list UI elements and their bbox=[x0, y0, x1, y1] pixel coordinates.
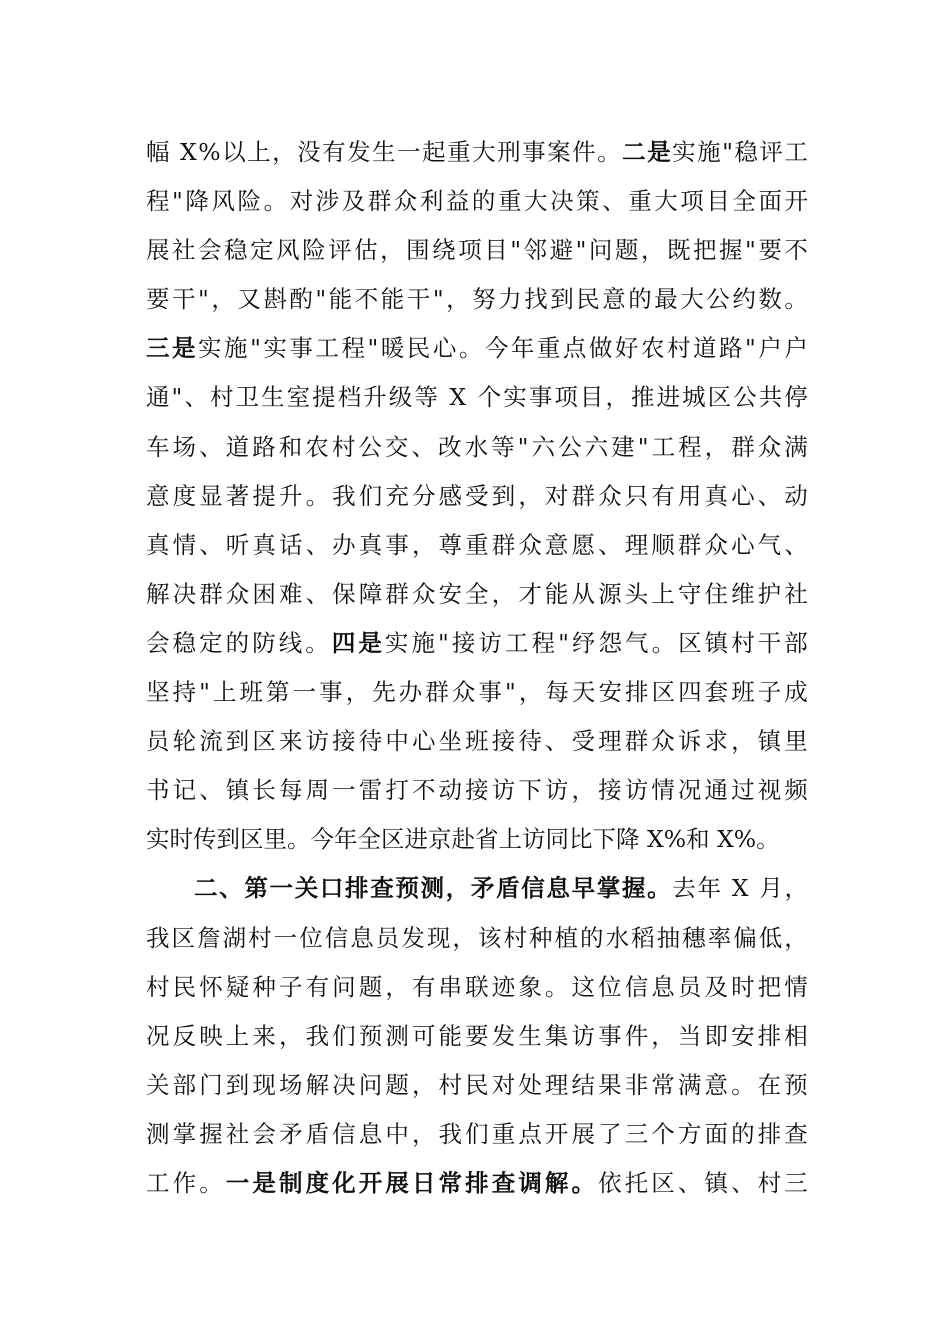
text-line: 三 是 实 施 " 实 事 工 程 " 暖 民 心 。 今 年 重 点 做 好 农 村 道 路 " 户 户 bbox=[146, 334, 808, 363]
text-line: 会 稳 定 的 防 线 。 四 是 实 施 " 接 访 工 程 " 纾 怨 气 。 区 镇 村 干 部 bbox=[146, 628, 808, 657]
text-line: 要 干 " ， 又 斟 酌 " 能 不 能 干 " ， 努 力 找 到 民 意 的 最 大 公 约 数 。 bbox=[146, 285, 808, 314]
text-line: 关 部 门 到 现 场 解 决 问 题 ， 村 民 对 处 理 结 果 非 常 满 意 。 在 预 bbox=[146, 1070, 808, 1099]
text-line: 测 掌 握 社 会 矛 盾 信 息 中 ， 我 们 重 点 开 展 了 三 个 方 面 的 排 查 bbox=[146, 1119, 808, 1148]
text-line: 车 场 、 道 路 和 农 村 公 交 、 改 水 等 " 六 公 六 建 " 工 程 ， 群 众 满 bbox=[146, 432, 808, 461]
text-line: 我 区 詹 湖 村 一 位 信 息 员 发 现 ， 该 村 种 植 的 水 稻 抽 穗 率 偏 低 ， bbox=[146, 923, 808, 952]
text-line: 员 轮 流 到 区 来 访 接 待 中 心 坐 班 接 待 、 受 理 群 众 诉 求 ， 镇 里 bbox=[146, 727, 808, 756]
document-body bbox=[146, 128, 808, 1208]
text-line: 意 度 显 著 提 升 。 我 们 充 分 感 受 到 ， 对 群 众 只 有 用 真 心 、 动 bbox=[146, 481, 808, 510]
text-line: 展 社 会 稳 定 风 险 评 估 ， 围 绕 项 目 " 邻 避 " 问 题 ， 既 把 握 " 要 不 bbox=[146, 236, 808, 265]
text-line: 实 时 传 到 区 里 。 今 年 全 区 进 京 赴 省 上 访 同 比 下 降 X % 和 X % 。 bbox=[146, 825, 780, 854]
text-line: 坚 持 " 上 班 第 一 事 ， 先 办 群 众 事 " ， 每 天 安 排 区 四 套 班 子 成 bbox=[146, 678, 808, 707]
text-line: 书 记 、 镇 长 每 周 一 雷 打 不 动 接 访 下 访 ， 接 访 情 况 通 过 视 频 bbox=[146, 776, 808, 805]
text-line: 工 作 。 一 是 制 度 化 开 展 日 常 排 查 调 解 。 依 托 区 、 镇 、 村 三 bbox=[146, 1168, 808, 1197]
text-line: 况 反 映 上 来 ， 我 们 预 测 可 能 要 发 生 集 访 事 件 ， 当 即 安 排 相 bbox=[146, 1021, 808, 1050]
text-line: 解 决 群 众 困 难 、 保 障 群 众 安 全 ， 才 能 从 源 头 上 守 住 维 护 社 bbox=[146, 579, 808, 608]
text-line: 通 " 、 村 卫 生 室 提 档 升 级 等 X 个 实 事 项 目 ， 推 进 城 区 公 共 停 bbox=[146, 383, 808, 412]
text-line: 村 民 怀 疑 种 子 有 问 题 ， 有 串 联 迹 象 。 这 位 信 息 员 及 时 把 情 bbox=[146, 972, 808, 1001]
text-line: 幅 X % 以 上 ， 没 有 发 生 一 起 重 大 刑 事 案 件 。 二 是 实 施 " 稳 评 工 bbox=[146, 138, 808, 166]
text-line: 程 " 降 风 险 。 对 涉 及 群 众 利 益 的 重 大 决 策 、 重 大 项 目 全 面 开 bbox=[146, 187, 808, 216]
text-line: 二 、 第 一 关 口 排 查 预 测 ， 矛 盾 信 息 早 掌 握 。 去 年 X 月 ， bbox=[194, 874, 808, 903]
text-line: 真 情 、 听 真 话 、 办 真 事 ， 尊 重 群 众 意 愿 、 理 顺 群 众 心 气 、 bbox=[146, 530, 808, 559]
